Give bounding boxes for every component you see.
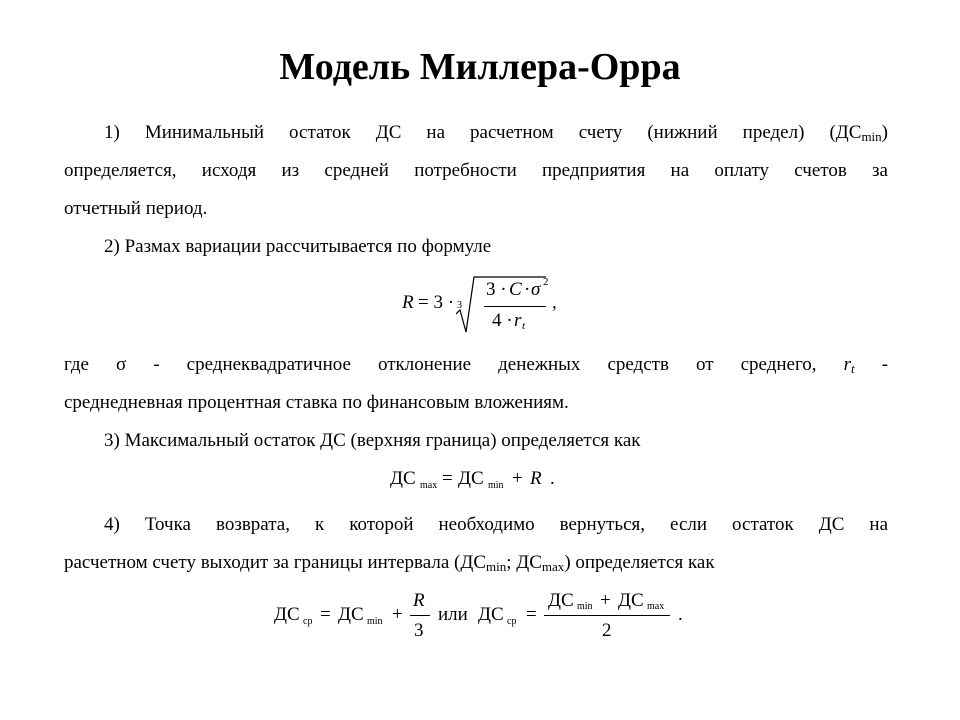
formula-range-eq: = 3 · [418, 292, 455, 313]
paragraph-5-line-2: расчетном счету выходит за границы интервала ($ДС_{min}$; $ДС_{max}$) определяется как [64, 552, 715, 574]
formula-return-point: ДС ср = ДС min + R 3 или ДС ср = ДС min + ДС max 2 . [274, 590, 683, 641]
paragraph-1-line-3: отчетный период. [64, 198, 208, 219]
paragraph-4: 3) Максимальный остаток ДС (верхняя граница) определяется как [104, 430, 641, 451]
paragraph-3-line-1: где σ - среднеквадратичное отклонение денежных средств от среднего, $r_t$ - [64, 354, 889, 376]
paragraph-5-line-1: 4) Точка возврата, к которой необходимо вернуться, если остаток ДС на [104, 514, 888, 535]
paragraph-3-line-2: среднедневная процентная ставка по финансовым вложениям. [64, 392, 569, 413]
formula-range: R = 3 · 3 3 · C · σ 2 4 · r t , [400, 276, 570, 336]
paragraph-2: 2) Размах вариации рассчитывается по формуле [104, 236, 492, 257]
paragraph-1-line-2: определяется, исходя из средней потребности предприятия на оплату счетов за [64, 160, 888, 181]
formula-range-lhs: R [402, 292, 414, 313]
fraction-bar [410, 615, 430, 616]
fraction-bar [544, 615, 670, 616]
formula-range-root-index: 3 [457, 300, 462, 311]
formula-max: ДС max = ДС min + R . [390, 468, 555, 491]
fraction-bar [484, 306, 546, 307]
page-title: Модель Миллера-Орра [279, 46, 681, 88]
paragraph-1-line-1: 1) Минимальный остаток ДС на расчетном счету (нижний предел) $(ДС_{min})$ [104, 122, 888, 144]
